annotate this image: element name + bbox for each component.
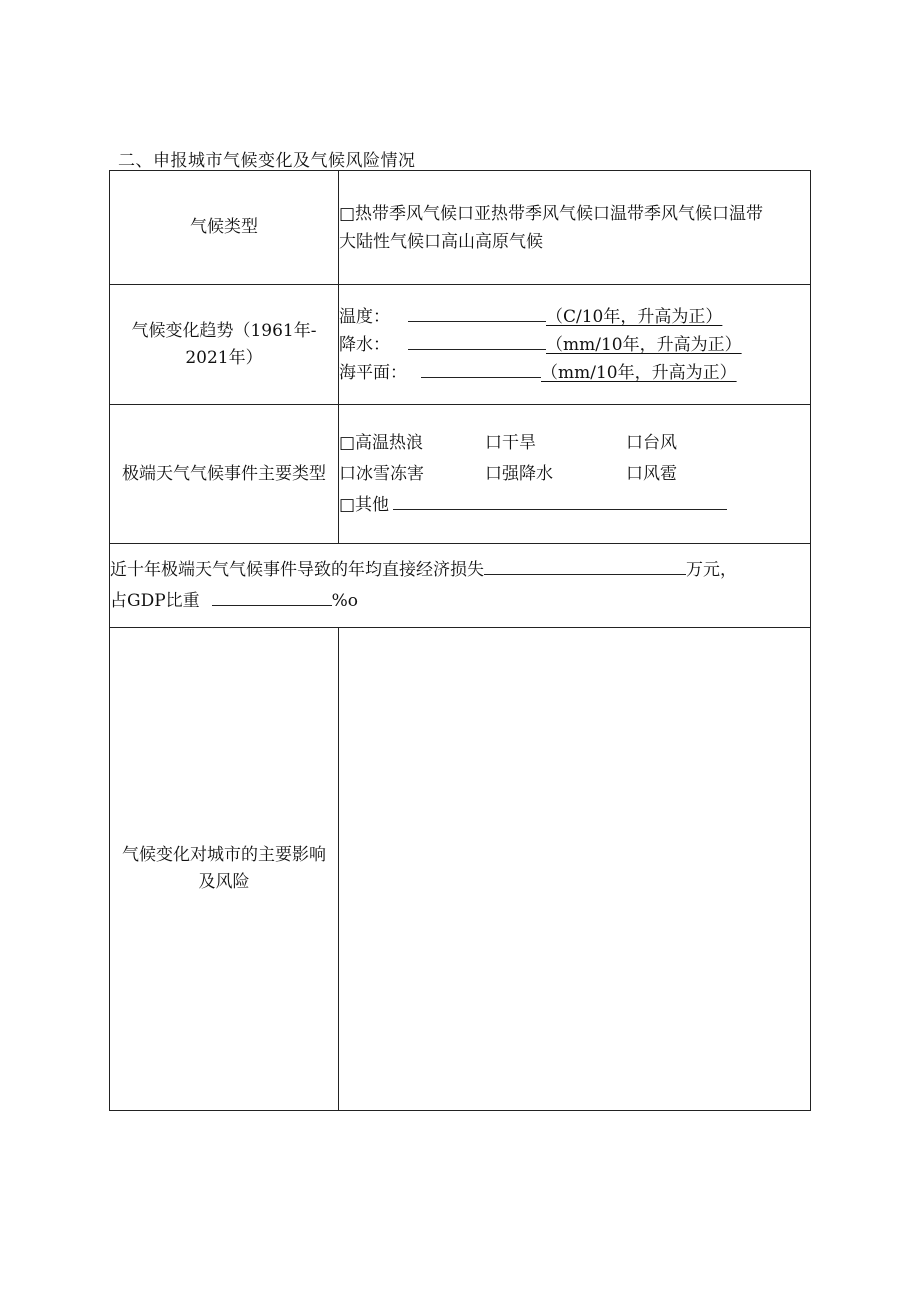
economic-loss-prefix: 近十年极端天气气候事件导致的年均直接经济损失 <box>110 559 484 580</box>
section-title: 二、申报城市气候变化及气候风险情况 <box>118 151 416 171</box>
precipitation-unit: （mm/10年，升高为正） <box>546 334 742 355</box>
option-heat-wave[interactable]: □高温热浪 <box>339 433 424 453</box>
extreme-events-label: 极端天气气候事件主要类型 <box>110 405 339 544</box>
sea-level-unit: （mm/10年，升高为正） <box>541 362 737 383</box>
climate-trend-fields <box>339 285 811 405</box>
temperature-unit: （C/10年，升高为正） <box>546 306 723 327</box>
sea-level-input[interactable] <box>421 359 541 378</box>
row-economic-loss <box>110 544 811 628</box>
climate-risk-table <box>109 170 811 1111</box>
temperature-field <box>339 303 810 331</box>
impact-input-area[interactable] <box>339 628 811 1111</box>
climate-trend-label <box>110 285 339 405</box>
option-ice-snow[interactable]: 口冰雪冻害 <box>339 464 424 484</box>
precipitation-field <box>339 331 810 359</box>
climate-type-options[interactable] <box>339 171 811 285</box>
impact-label <box>110 628 339 1111</box>
row-climate-type <box>110 171 811 285</box>
other-input[interactable] <box>393 491 727 510</box>
option-heavy-rain[interactable]: 口强降水 <box>485 464 553 484</box>
option-other[interactable]: □其他 <box>339 495 390 515</box>
precipitation-input[interactable] <box>408 331 546 350</box>
row-climate-trend <box>110 285 811 405</box>
impact-label-line2: 及风险 <box>198 872 250 892</box>
extreme-events-options <box>339 405 811 544</box>
extreme-events-grid <box>339 429 810 488</box>
gdp-share-line <box>110 586 810 617</box>
row-impact <box>110 628 811 1111</box>
gdp-share-suffix: %o <box>331 590 359 611</box>
climate-type-options-line2[interactable]: 大陆性气候口高山高原气候 <box>339 231 543 252</box>
climate-trend-label-line1: 气候变化趋势（1961年- <box>131 320 317 341</box>
option-wind-hail[interactable]: 口风雹 <box>626 464 677 484</box>
gdp-share-input[interactable] <box>212 587 332 606</box>
sea-level-field <box>339 359 810 387</box>
gdp-share-prefix: 占GDP比重 <box>110 590 200 611</box>
climate-type-label: 气候类型 <box>110 171 339 285</box>
temperature-input[interactable] <box>408 303 546 322</box>
impact-label-line1: 气候变化对城市的主要影响 <box>122 845 326 865</box>
precipitation-label: 降水： <box>339 334 390 355</box>
economic-loss-input[interactable] <box>484 556 686 575</box>
row-extreme-events <box>110 405 811 544</box>
climate-type-options-line1[interactable]: □热带季风气候口亚热带季风气候口温带季风气候口温带 <box>339 203 764 224</box>
economic-loss-cell <box>110 544 811 628</box>
climate-trend-label-line2: 2021年） <box>185 347 263 368</box>
economic-loss-suffix: 万元， <box>686 559 737 580</box>
option-typhoon[interactable]: 口台风 <box>626 433 677 453</box>
option-drought[interactable]: 口干旱 <box>485 433 536 453</box>
economic-loss-line1 <box>110 555 810 586</box>
sea-level-label: 海平面： <box>339 362 407 383</box>
temperature-label: 温度： <box>339 306 390 327</box>
option-other-line <box>339 491 810 519</box>
